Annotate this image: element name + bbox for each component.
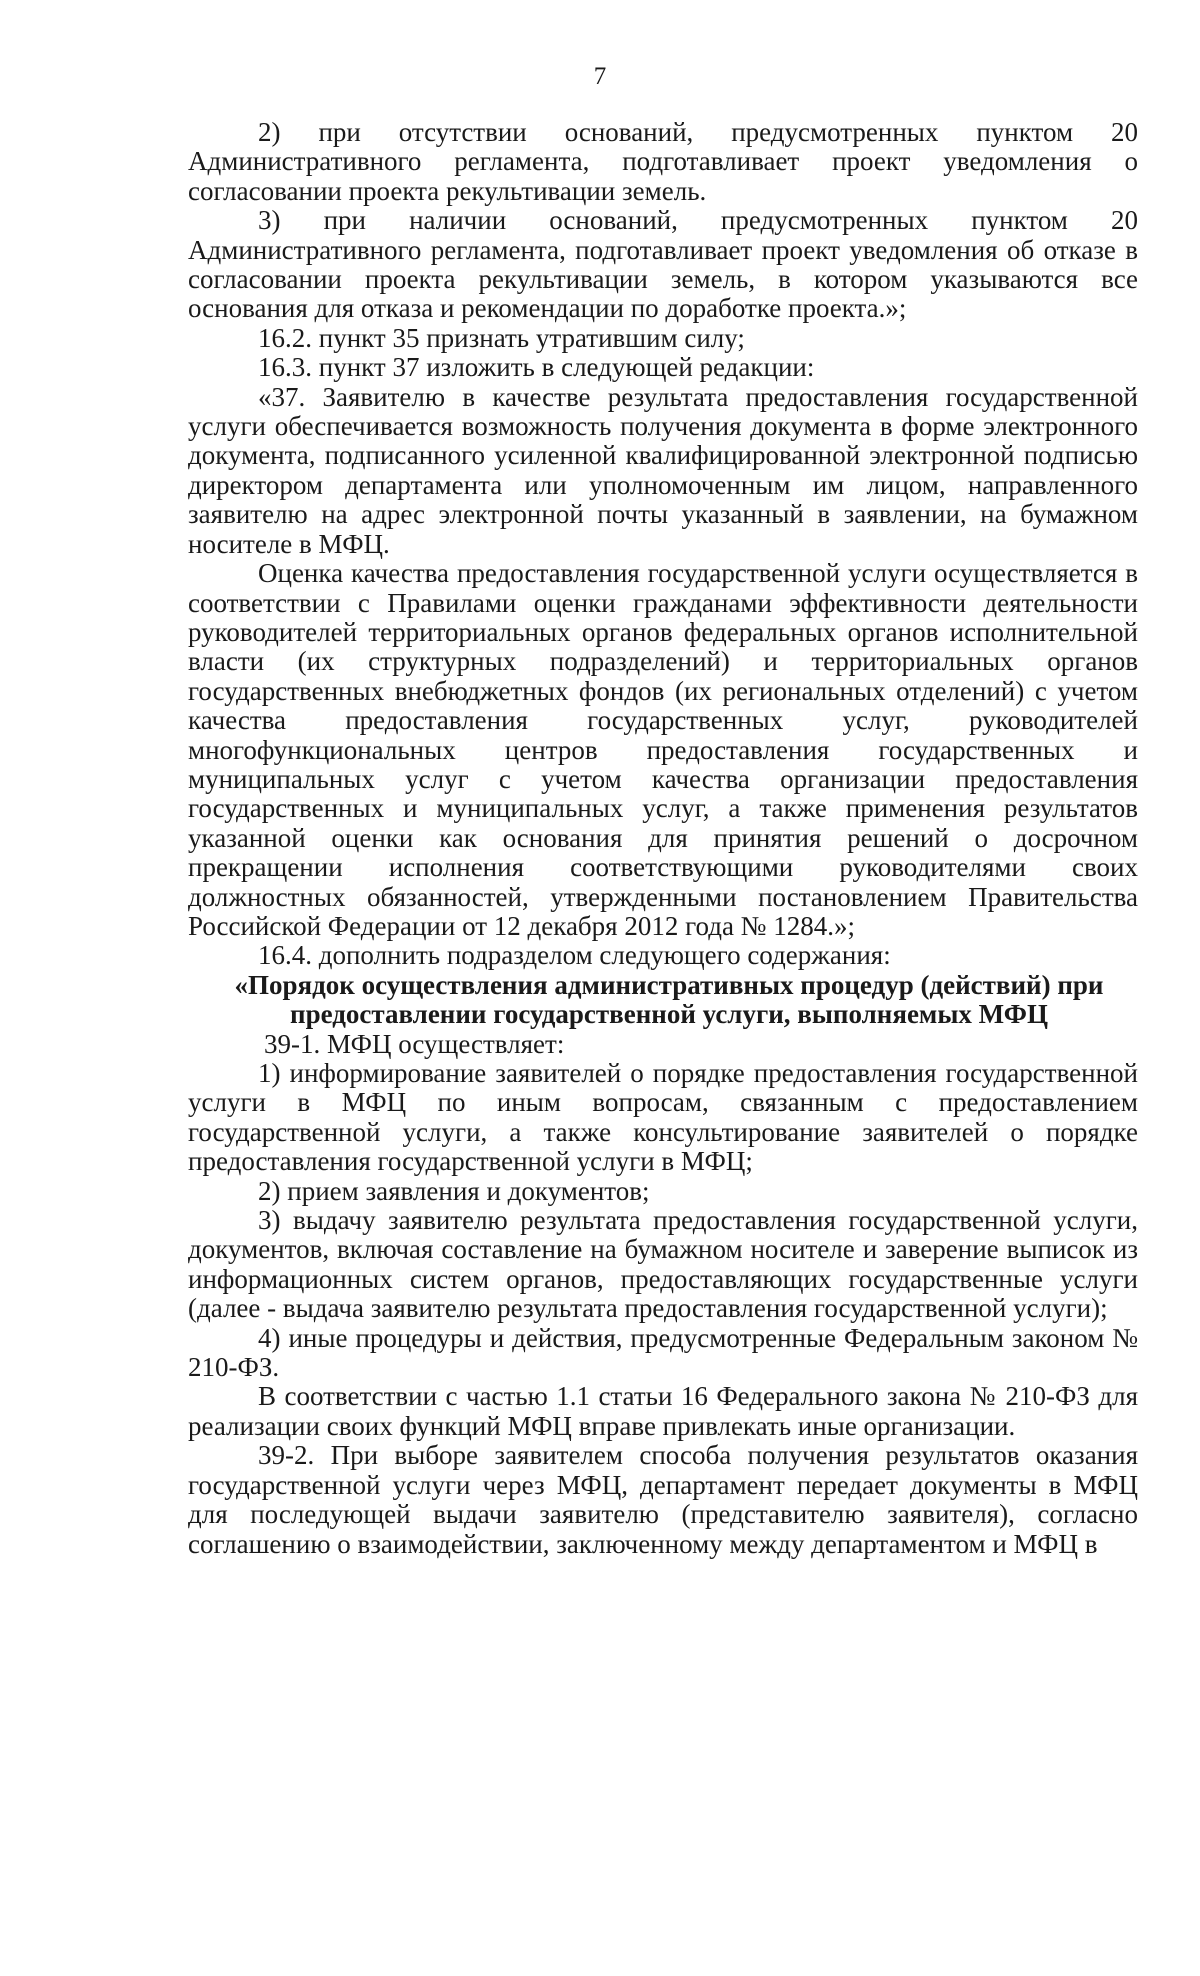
paragraph: 3) выдачу заявителю результата предоставления государственной услуги, документов, включая составление на бумажном носителе и заверение выписок из информационных систем органов, предоставляющих государственные услуги (далее - выдача заявителю результата предоставления государственной услуги); [188, 1205, 1138, 1324]
paragraph: 2) прием заявления и документов; [258, 1175, 650, 1206]
paragraph: 3) при наличии оснований, предусмотренных пунктом 20 Административного регламента, подготавливает проект уведомления об отказе в согласовании проекта рекультивации земель, в котором указываются все основания для отказа и рекомендации по доработке проекта.»; [188, 205, 1138, 324]
paragraph: 1) информирование заявителей о порядке предоставления государственной услуги в МФЦ по иным вопросам, связанным с предоставлением государственной услуги, а также консультирование заявителей о порядке предоставления государственной услуги в МФЦ; [188, 1058, 1138, 1177]
paragraph: 39-1. МФЦ осуществляет: [264, 1028, 565, 1059]
paragraph: 16.3. пункт 37 изложить в следующей редакции: [258, 352, 815, 383]
paragraph: 16.4. дополнить подразделом следующего содержания: [258, 940, 891, 971]
paragraph: 16.2. пункт 35 признать утратившим силу; [258, 322, 745, 353]
document-body [188, 118, 1138, 1559]
paragraph: 4) иные процедуры и действия, предусмотренные Федеральным законом № 210-ФЗ. [188, 1322, 1138, 1383]
paragraph: Оценка качества предоставления государственной услуги осуществляется в соответствии с Правилами оценки гражданами эффективности деятельности руководителей территориальных органов федеральных органов исполнительной власти (их структурных подразделений) и территориальных органов государственных внебюджетных фондов (их региональных отделений) с учетом качества предоставления государственных услуг, руководителей многофункциональных центров предоставления государственных и муниципальных услуг с учетом качества организации предоставления государственных и муниципальных услуг, а также применения результатов указанной оценки как основания для принятия решений о досрочном прекращении исполнения соответствующими руководителями своих должностных обязанностей, утвержденными постановлением Правительства Российской Федерации от 12 декабря 2012 года № 1284.»; [188, 558, 1138, 941]
paragraph: «37. Заявителю в качестве результата предоставления государственной услуги обеспечивается возможность получения документа в форме электронного документа, подписанного усиленной квалифицированной электронной подписью директором департамента или уполномоченным им лицом, направленного заявителю на адрес электронной почты указанный в заявлении, на бумажном носителе в МФЦ. [188, 381, 1138, 559]
page-number: 7 [593, 63, 607, 90]
paragraph: 39-2. При выборе заявителем способа получения результатов оказания государственной услуги через МФЦ, департамент передает документы в МФЦ для последующей выдачи заявителю (представителю заявителя), согласно соглашению о взаимодействии, заключенному между департаментом и МФЦ в [188, 1440, 1138, 1559]
section-heading: «Порядок осуществления административных процедур (действий) при предоставлении государственной услуги, выполняемых МФЦ [234, 969, 1104, 1030]
paragraph: В соответствии с частью 1.1 статьи 16 Федерального закона № 210-ФЗ для реализации своих функций МФЦ вправе привлекать иные организации. [188, 1381, 1138, 1441]
paragraph: 2) при отсутствии оснований, предусмотренных пунктом 20 Административного регламента, подготавливает проект уведомления о согласовании проекта рекультивации земель. [188, 117, 1138, 206]
